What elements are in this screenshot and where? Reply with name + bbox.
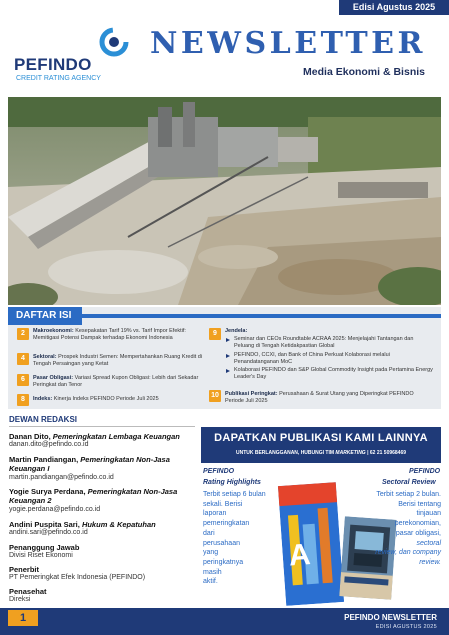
bullet-triangle-icon (226, 369, 230, 373)
pub-left-name-text: Rating Highlights (203, 479, 261, 486)
desc-line: sectoral (416, 539, 441, 547)
footer-edition: EDISI AGUSTUS 2025 (375, 624, 437, 630)
board-member-email[interactable]: danan.dito@pefindo.co.id (9, 441, 89, 448)
cover-photo-cement-plant (8, 97, 441, 305)
toc-item-text: Prospek Industri Semen: Mempertahankan Ruang Kredit di Tengah Persaingan yang Ketat (33, 354, 203, 367)
board-member-name (9, 455, 199, 473)
toc-subitem[interactable]: Kolaborasi PEFINDO dan S&P Global Commodity Insight pada Pertamina Energy Leader's Day (234, 367, 433, 380)
page-number: 1 (8, 610, 38, 626)
toc-page-number: 4 (17, 353, 29, 365)
toc-item-makroekonomi[interactable] (33, 328, 205, 342)
desc-line: dari (203, 529, 215, 537)
desc-line: laporan (203, 510, 227, 518)
pub-right-description (345, 490, 441, 568)
desc-line: perekonomian, (394, 520, 441, 528)
member-role: Hukum & Kepatuhan (81, 520, 156, 529)
toc-page-number: 2 (17, 328, 29, 340)
board-role-heading: Penerbit (9, 565, 40, 574)
toc-item-title: Sektoral: (33, 354, 57, 360)
desc-line: Berisi tentang (398, 500, 441, 508)
toc-page-number: 10 (209, 390, 221, 402)
desc-line: Terbit setiap 2 bulan. (376, 491, 441, 498)
member-role: Pemeringkatan Non-Jasa Keuangan I (9, 455, 170, 473)
toc-item-sektoral[interactable] (33, 354, 205, 368)
rating-highlights-cover[interactable] (278, 482, 344, 606)
newsletter-title: NEWSLETTER (150, 26, 426, 61)
toc-header-band (8, 307, 441, 325)
desc-line: Terbit setiap 6 bulan (203, 491, 266, 498)
edition-tab: Edisi Agustus 2025 (339, 0, 449, 15)
board-member-name (9, 487, 199, 505)
bullet-triangle-icon (226, 338, 230, 342)
toc-item-title: Indeks: (33, 396, 53, 402)
pub-left-label: PEFINDO (203, 468, 235, 475)
board-member-name (9, 520, 156, 529)
toc-subitem[interactable]: Seminar dan CEOs Roundtable ACRAA 2025: Menjelajahi Tantangan dan Peluang di Tengah Ketidakpastian Global (234, 336, 414, 349)
pub-right-name[interactable] (382, 479, 436, 486)
desc-line: aktif. (203, 578, 218, 586)
member-role: Pemeringkatan Lembaga Keuangan (52, 432, 180, 441)
toc-item-indeks[interactable] (33, 396, 205, 403)
toc-page-number: 9 (209, 328, 221, 340)
board-member-email[interactable]: yogie.perdana@pefindo.co.id (9, 506, 101, 513)
desc-line: perusahaan (203, 539, 240, 547)
toc-item-jendela[interactable] (225, 328, 405, 335)
board-role-detail: PT Pemeringkat Efek Indonesia (PEFINDO) (9, 574, 146, 581)
publications-subscribe-line (201, 450, 441, 456)
toc-item-text: Kesepakatan Tarif 19% vs. Tarif Impor Efektif: Memitigasi Potensi Dampak terhadap Ekonomi Indonesia (33, 328, 186, 341)
toc-item-title: Pasar Obligasi: (33, 375, 74, 381)
table-of-contents (8, 307, 441, 409)
board-role-detail: Direksi (9, 596, 31, 603)
toc-item-title: Jendela: (225, 328, 248, 334)
toc-item-text: Kinerja Indeks PEFINDO Periode Juli 2025 (53, 396, 159, 402)
member-name: Andini Puspita Sari, (9, 520, 80, 529)
board-role-heading: Penanggung Jawab (9, 543, 80, 552)
desc-line: review, dan company (375, 549, 441, 557)
toc-item-text: Perusahaan & Surat Utang yang Diperingkat PEFINDO Periode Juli 2025 (225, 391, 414, 404)
member-name: Martin Pandiangan, (9, 455, 79, 464)
member-name: Yogie Surya Perdana, (9, 487, 86, 496)
toc-subitem[interactable]: PEFINDO, CCXI, dan Bank of China Perkuat Kolaborasi melalui Penandatanganan MoC (234, 352, 390, 365)
desc-line: yang (203, 549, 219, 557)
toc-page-number: 8 (17, 394, 29, 406)
board-member-name (9, 432, 180, 441)
board-role-detail: Divisi Riset Ekonomi (9, 552, 73, 559)
desc-line: masih (203, 568, 222, 576)
desc-line: review. (419, 558, 441, 566)
pub-right-name-text: Sectoral Review (382, 479, 436, 486)
toc-item-pasar-obligasi[interactable] (33, 375, 205, 389)
subscribe-phone[interactable]: | 62 21 50968469 (367, 450, 407, 456)
board-member-email[interactable]: martin.pandiangan@pefindo.co.id (9, 474, 114, 481)
board-divider (9, 426, 195, 427)
pub-right-label: PEFINDO (409, 468, 441, 475)
toc-heading: DAFTAR ISI (8, 307, 82, 325)
desc-line: tinjauan (416, 510, 441, 518)
desc-line: pemeringkatan (203, 520, 250, 528)
board-role-heading: Penasehat (9, 587, 47, 596)
footer (0, 608, 449, 635)
toc-header-stripe (82, 314, 441, 318)
logo-name: PEFINDO (14, 55, 92, 74)
pub-left-description (203, 490, 275, 587)
newsletter-subtitle: Media Ekonomi & Bisnis (303, 66, 425, 78)
pefindo-logo-mark-icon (99, 27, 129, 57)
footer-title: PEFINDO NEWSLETTER (344, 613, 437, 622)
subscribe-prefix: UNTUK BERLANGGANAN, HUBUNGI TIM (235, 450, 335, 456)
pub-left-name[interactable] (203, 479, 261, 486)
logo-tagline: CREDIT RATING AGENCY (16, 75, 101, 82)
desc-line: sekali. Berisi (203, 500, 243, 508)
member-role: Pemeringkatan Non-Jasa Keuangan 2 (9, 487, 178, 505)
publications-banner (201, 427, 441, 463)
desc-line: pasar obligasi, (395, 529, 441, 537)
svg-text:A: A (287, 538, 312, 573)
toc-item-title: Makroekonomi: (33, 328, 74, 334)
subscribe-team: MARKETING (335, 450, 366, 456)
board-heading: DEWAN REDAKSI (9, 415, 78, 424)
toc-page-number: 6 (17, 374, 29, 386)
toc-item-title: Publikasi Peringkat: (225, 391, 278, 397)
toc-item-publikasi-peringkat[interactable] (225, 391, 430, 405)
pefindo-logo (14, 24, 129, 84)
publications-heading: DAPATKAN PUBLIKASI KAMI LAINNYA (214, 432, 428, 444)
bullet-triangle-icon (226, 354, 230, 358)
toc-item-text: Variasi Spread Kupon Obligasi: Lebih dari Sekadar Peringkat dan Tenor (33, 375, 199, 388)
board-member-email[interactable]: andini.sari@pefindo.co.id (9, 529, 88, 536)
desc-line: peringkatnya (203, 558, 244, 566)
member-name: Danan Dito, (9, 432, 51, 441)
